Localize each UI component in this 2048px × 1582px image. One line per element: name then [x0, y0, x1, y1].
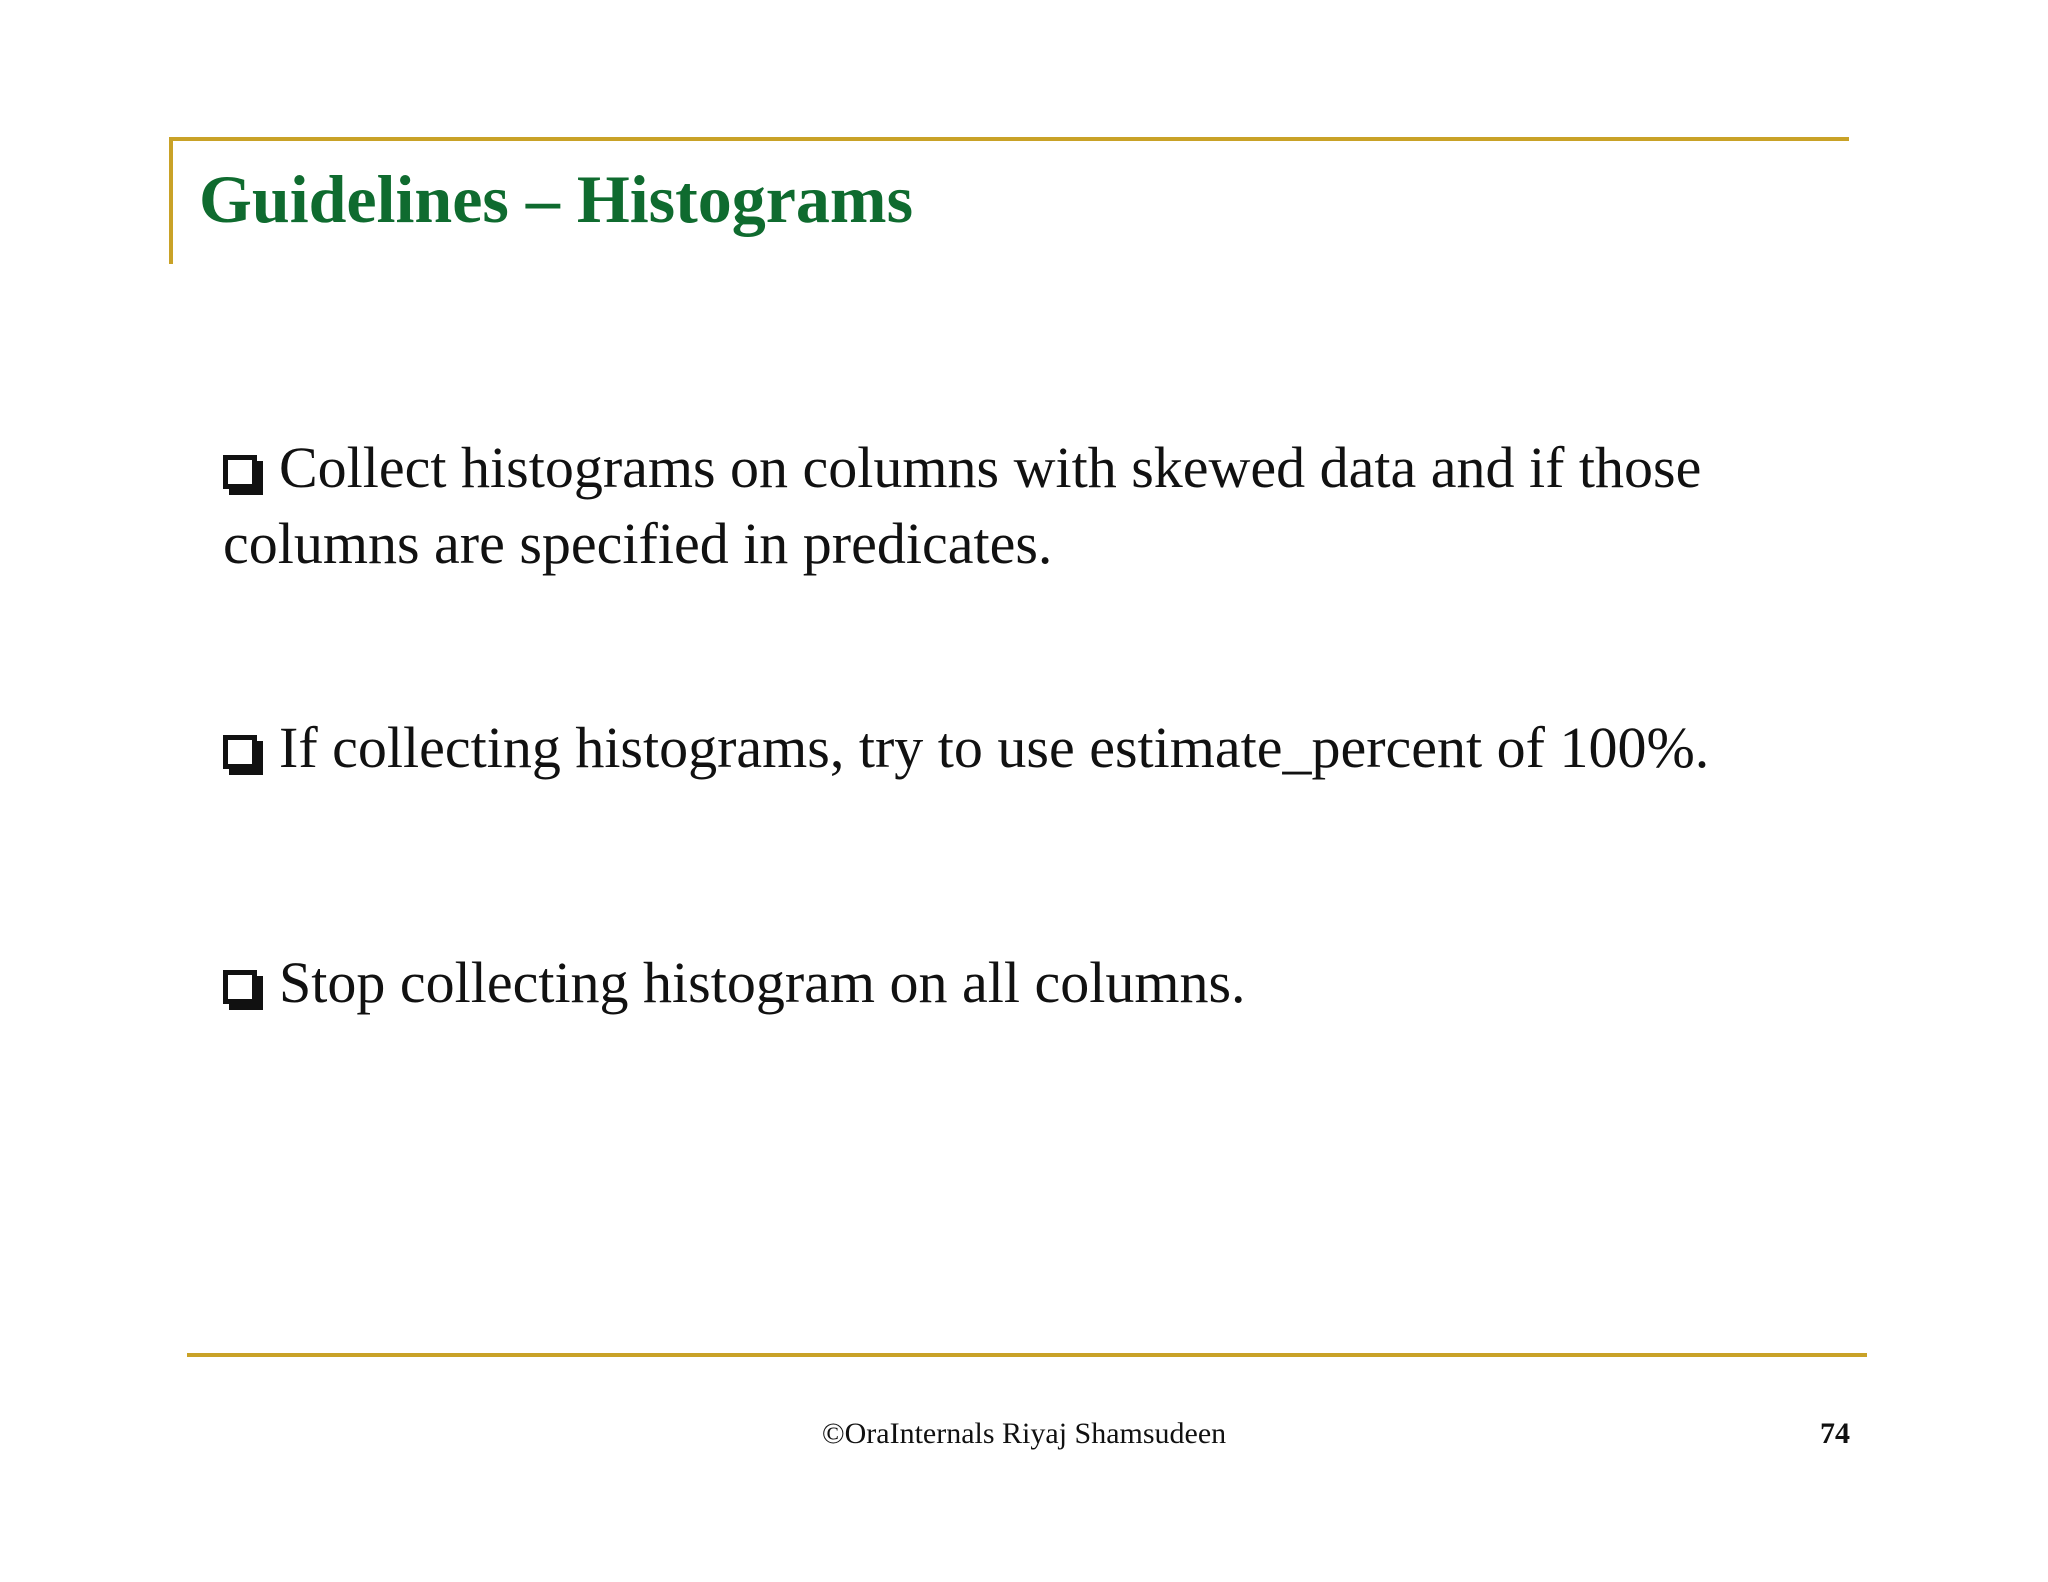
bullet-item-2 [223, 710, 1709, 786]
bullet-item-3 [223, 945, 1246, 1021]
footer-rule [187, 1353, 1867, 1357]
checkbox-outline-icon [223, 970, 257, 1004]
slide-title: Guidelines – Histograms [199, 161, 914, 237]
checkbox-outline-icon [223, 735, 257, 769]
footer-credit: ©OraInternals Riyaj Shamsudeen [821, 1417, 1227, 1450]
title-rule-left [169, 137, 173, 264]
bullet-text-1: Collect histograms on columns with skewed data and if those columns are specified in predicates. [223, 435, 1702, 576]
checkbox-outline-icon [223, 455, 257, 489]
title-rule-top [169, 137, 1849, 141]
bullet-text-3: Stop collecting histogram on all columns. [279, 950, 1246, 1015]
page-number: 74 [1820, 1417, 1850, 1450]
bullet-text-2: If collecting histograms, try to use estimate_percent of 100%. [279, 715, 1710, 780]
bullet-item-1 [223, 430, 1863, 582]
